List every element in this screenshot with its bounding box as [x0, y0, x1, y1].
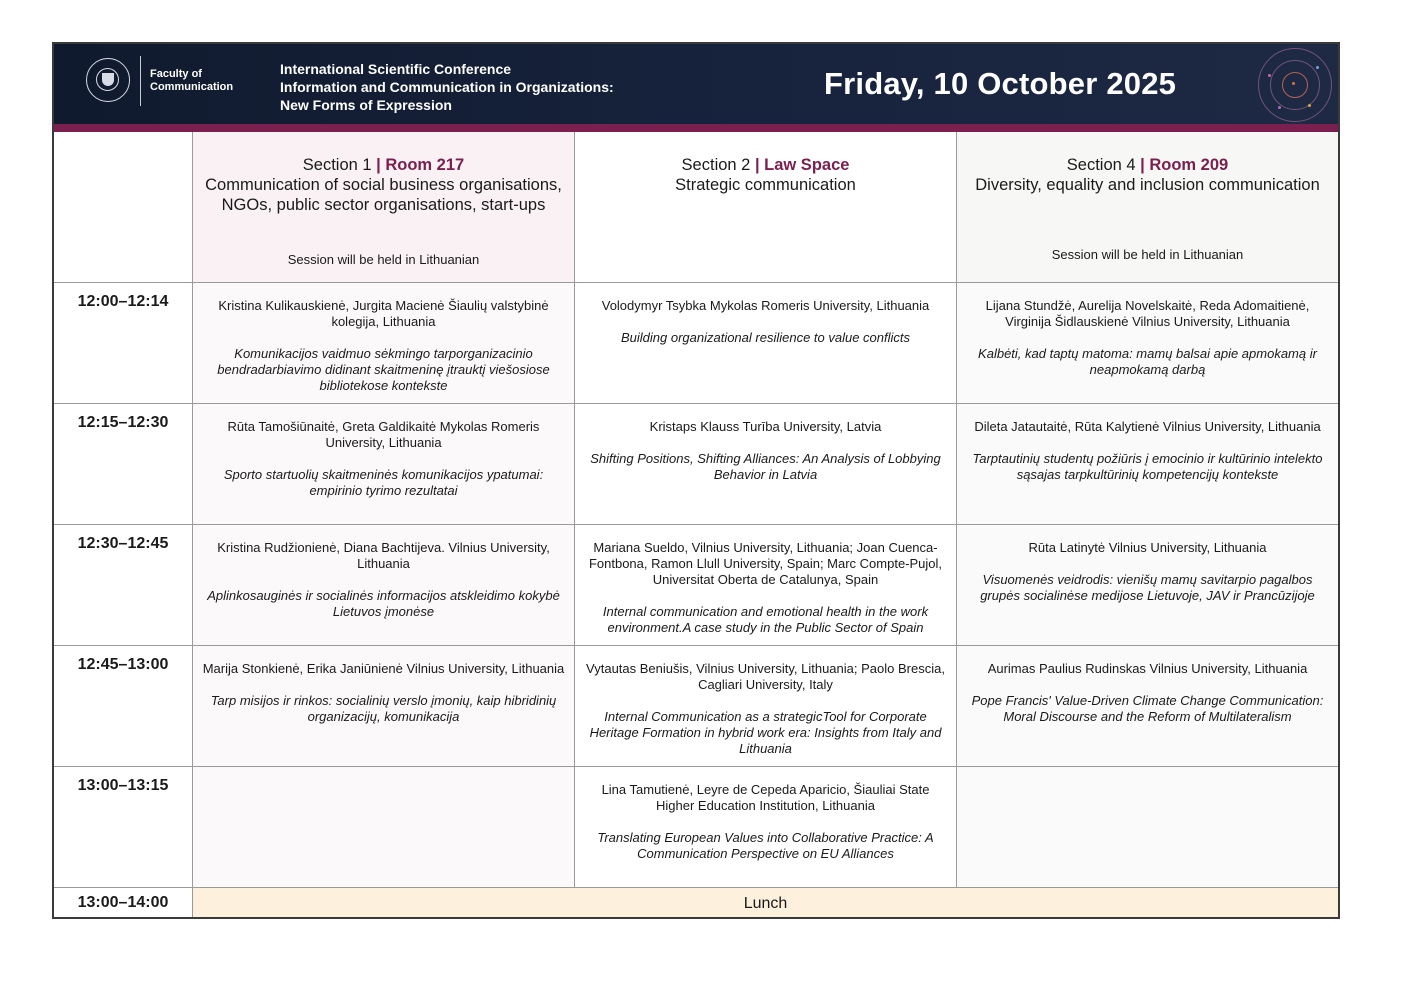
talk-cell	[956, 525, 1338, 645]
university-seal-icon	[86, 58, 130, 102]
section-theme: Strategic communication	[675, 176, 856, 194]
section-header-row	[54, 132, 1338, 282]
talk-title: Internal communication and emotional health in the work environment.A case study in the Public Sector of Spain	[602, 604, 929, 635]
section-theme: Diversity, equality and inclusion communication	[975, 176, 1320, 194]
talk-title: Komunikacijos vaidmuo sėkmingo tarporganizacinio bendradarbiavimo didinant skaitmeninę įtrauktį viešosiose bibliotekose kontekste	[217, 346, 550, 393]
talk-cell	[192, 525, 574, 645]
talk-cell	[192, 283, 574, 403]
talk-cell	[574, 525, 956, 645]
lunch-row	[54, 887, 1338, 919]
time-slot: 12:45–13:00	[77, 656, 169, 673]
lunch-label: Lunch	[192, 888, 1338, 919]
talk-cell	[574, 283, 956, 403]
time-slot: 13:00–13:15	[77, 777, 169, 794]
talk-title: Visuomenės veidrodis: vienišų mamų savitarpio pagalbos grupės socialinėse medijose Lietuvoje, JAV ir Prancūzijoje	[980, 572, 1315, 603]
time-slot: 12:30–12:45	[77, 535, 169, 552]
talk-cell	[574, 646, 956, 766]
talk-authors: Lijana Stundžė, Aurelija Novelskaitė, Reda Adomaitienė, Virginija Šidlauskienė Vilnius University, Lithuania	[985, 298, 1310, 329]
table-row	[54, 282, 1338, 403]
table-row	[54, 766, 1338, 887]
talk-cell	[956, 283, 1338, 403]
talk-authors: Rūta Latinytė Vilnius University, Lithuania	[1028, 540, 1267, 555]
talk-cell	[956, 646, 1338, 766]
talk-title: Pope Francis' Value-Driven Climate Change Communication: Moral Discourse and the Reform of Multilateralism	[971, 693, 1324, 724]
page-title-date: Friday, 10 October 2025	[824, 66, 1177, 101]
talk-title: Tarptautinių studentų požiūris į emocinio ir kultūrinio intelekto sąsajas tarpkultūrinių kompetencijų kontekste	[972, 451, 1323, 482]
section-label: Section 2	[681, 156, 751, 174]
talk-title: Tarp misijos ir rinkos: socialinių verslo įmonių, kaip hibridinių organizacijų, komunikacija	[210, 693, 557, 724]
section-theme: Communication of social business organisations, NGOs, public sector organisations, start-ups	[205, 176, 562, 214]
decorative-orbit-icon	[1238, 44, 1338, 124]
talk-title: Sporto startuolių skaitmeninės komunikacijos ypatumai: empirinio tyrimo rezultatai	[223, 467, 544, 498]
section-room: | Room 209	[1140, 156, 1229, 174]
section-room: | Room 217	[376, 156, 465, 174]
session-language-note: Session will be held in Lithuanian	[1051, 247, 1244, 262]
session-language-note: Session will be held in Lithuanian	[287, 252, 480, 267]
talk-authors: Kristaps Klauss Turība University, Latvia	[649, 419, 882, 434]
schedule-page	[52, 42, 1340, 919]
table-row	[54, 524, 1338, 645]
corner-cell	[54, 132, 192, 282]
talk-cell	[574, 767, 956, 887]
time-slot: 12:15–12:30	[77, 414, 169, 431]
time-slot: 12:00–12:14	[77, 293, 169, 310]
talk-authors: Marija Stonkienė, Erika Janiūnienė Vilnius University, Lithuania	[202, 661, 565, 676]
talk-authors: Rūta Tamošiūnaitė, Greta Galdikaitė Mykolas Romeris University, Lithuania	[227, 419, 540, 450]
talk-title: Kalbėti, kad taptų matoma: mamų balsai apie apmokamą ir neapmokamą darbą	[978, 346, 1317, 377]
talk-authors: Dileta Jatautaitė, Rūta Kalytienė Vilnius University, Lithuania	[974, 419, 1321, 434]
talk-cell	[192, 646, 574, 766]
talk-title: Aplinkosauginės ir socialinės informacijos atskleidimo kokybė Lietuvos įmonėse	[207, 588, 560, 619]
section-header-1	[192, 132, 574, 282]
section-header-4	[956, 132, 1338, 282]
faculty-name: Faculty of Communication	[150, 68, 234, 93]
talk-title: Internal Communication as a strategicTool for Corporate Heritage Formation in hybrid work era: Insights from Italy and Lithuania	[589, 709, 942, 756]
section-room: | Law Space	[754, 156, 850, 174]
talk-authors: Mariana Sueldo, Vilnius University, Lithuania; Joan Cuenca-Fontbona, Ramon Llull University, Spain; Marc Compte-Pujol, Universitat Oberta de Catalunya, Spain	[588, 540, 943, 587]
accent-stripe	[54, 124, 1338, 132]
conference-title: International Scientific Conference Information and Communication in Organizations: New Forms of Expression	[280, 61, 614, 113]
talk-cell	[574, 404, 956, 524]
talk-cell	[956, 767, 1338, 887]
talk-title: Shifting Positions, Shifting Alliances: An Analysis of Lobbying Behavior in Latvia	[590, 451, 941, 482]
logo-divider	[140, 56, 141, 106]
table-row	[54, 645, 1338, 766]
header-banner	[54, 44, 1338, 124]
talk-authors	[199, 767, 568, 782]
talk-authors: Vytautas Beniušis, Vilnius University, Lithuania; Paolo Brescia, Cagliari University, Italy	[586, 661, 945, 692]
talk-authors: Lina Tamutienė, Leyre de Cepeda Aparicio, Šiauliai State Higher Education Institution, Lithuania	[601, 782, 930, 813]
talk-authors: Kristina Rudžionienė, Diana Bachtijeva. Vilnius University, Lithuania	[217, 540, 550, 571]
section-header-2	[574, 132, 956, 282]
talk-cell	[192, 767, 574, 887]
talk-authors: Aurimas Paulius Rudinskas Vilnius University, Lithuania	[987, 661, 1308, 676]
talk-cell	[192, 404, 574, 524]
talk-title: Building organizational resilience to value conflicts	[620, 330, 911, 345]
table-row	[54, 403, 1338, 524]
talk-authors: Volodymyr Tsybka Mykolas Romeris University, Lithuania	[601, 298, 930, 313]
talk-authors	[963, 767, 1332, 782]
talk-authors: Kristina Kulikauskienė, Jurgita Macienė Šiaulių valstybinė kolegija, Lithuania	[218, 298, 549, 329]
talk-cell	[956, 404, 1338, 524]
section-label: Section 1	[302, 156, 372, 174]
time-slot: 13:00–14:00	[54, 888, 192, 919]
talk-title: Translating European Values into Collaborative Practice: A Communication Perspective on EU Alliances	[597, 830, 934, 861]
section-label: Section 4	[1066, 156, 1136, 174]
